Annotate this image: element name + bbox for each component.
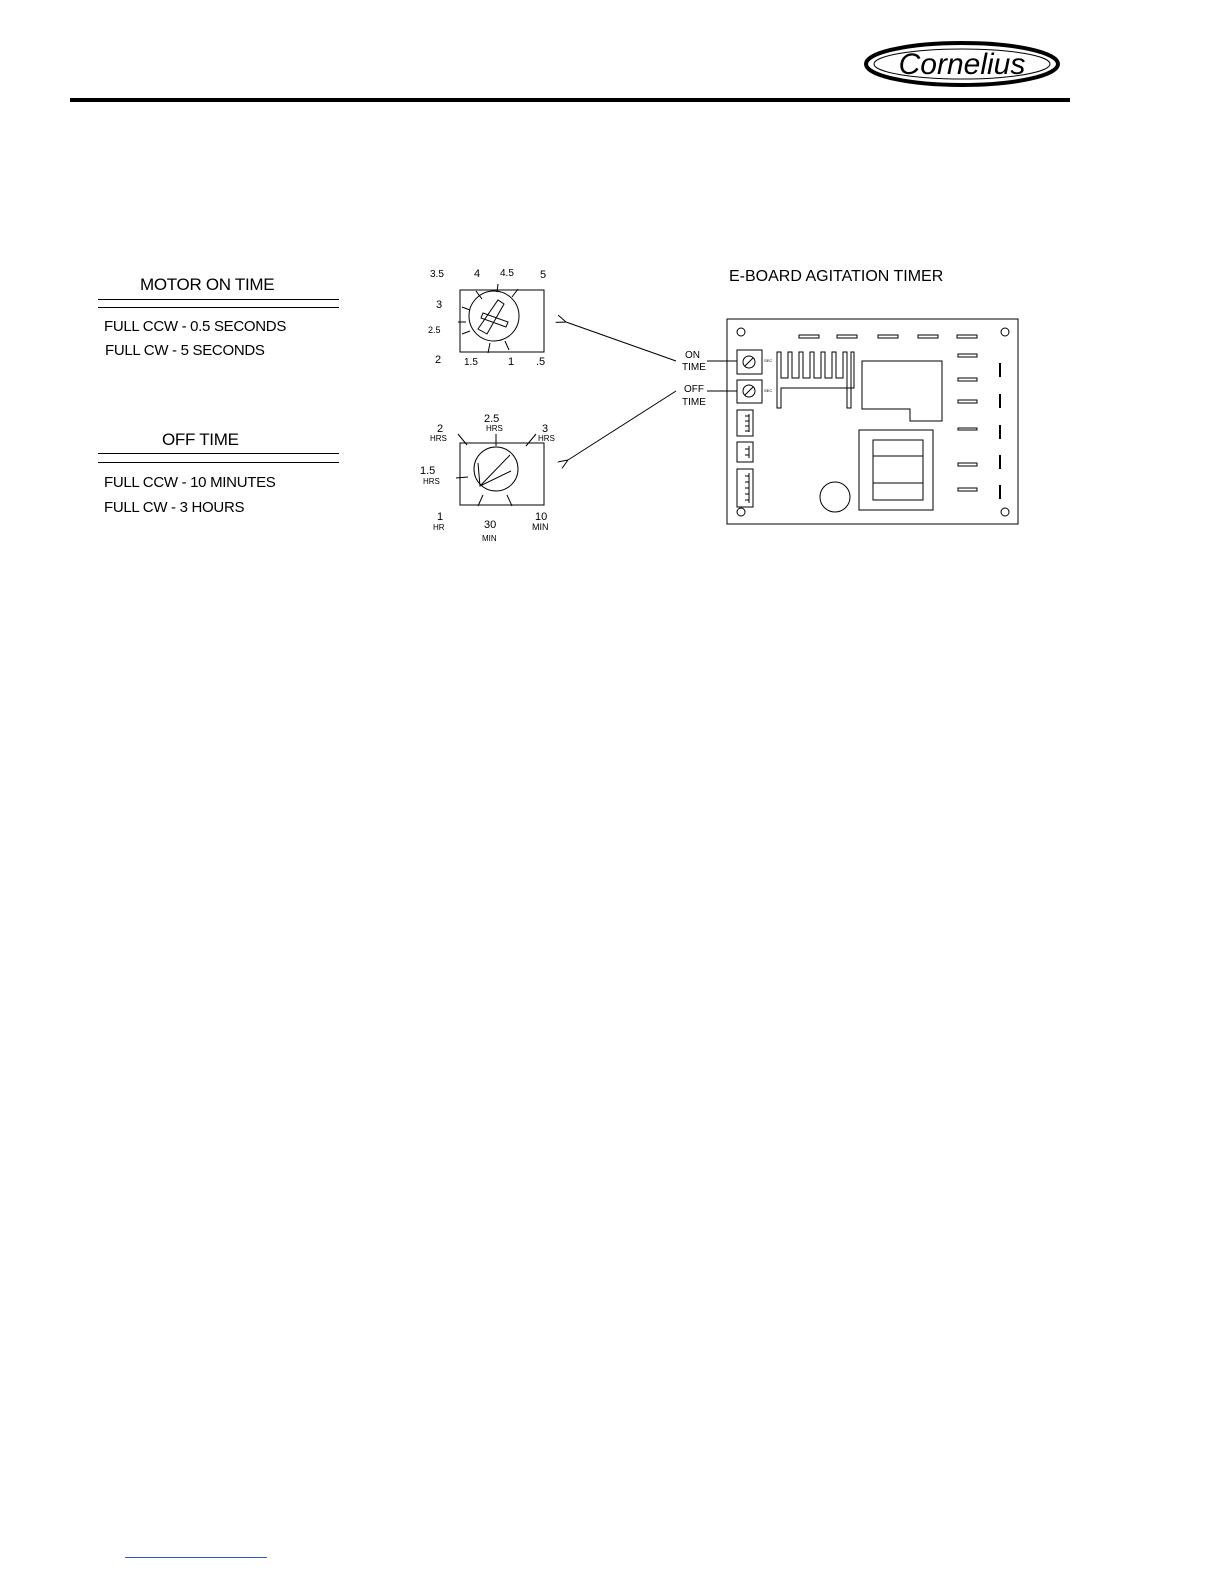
off-dial-label-3-hrs: HRS (538, 434, 555, 443)
off-dial-label-2-5-hrs: HRS (486, 424, 503, 433)
board-title: E-BOARD AGITATION TIMER (729, 268, 944, 285)
leader-arrows (566, 322, 676, 460)
on-dial-label-3-5: 3.5 (430, 269, 444, 280)
on-dial-label-3: 3 (436, 299, 443, 311)
off-dial-label-1-5-hrs: HRS (423, 477, 440, 486)
off-dial-label-3: 3 (542, 423, 549, 435)
off-time-ccw-line: FULL CCW - 10 MINUTES (104, 474, 276, 491)
off-time-label-line1: OFF (684, 384, 704, 395)
off-dial-label-2: 2 (437, 423, 444, 435)
e-board (727, 319, 1018, 524)
on-dial-label-4-5: 4.5 (500, 268, 514, 279)
svg-text:SEC: SEC (764, 358, 773, 363)
off-dial-label-2-hrs: HRS (430, 434, 447, 443)
off-dial-label-10-min: MIN (532, 522, 549, 532)
on-time-dial (428, 268, 546, 368)
svg-text:Cornelius: Cornelius (898, 48, 1026, 81)
motor-on-ccw-line: FULL CCW - 0.5 SECONDS (104, 318, 287, 335)
on-dial-label-2-5: 2.5 (428, 325, 441, 335)
off-dial-knob-icon (478, 455, 511, 486)
on-dial-label-2: 2 (435, 354, 442, 366)
on-dial-label-1: 1 (508, 356, 515, 368)
motor-on-time-title: MOTOR ON TIME (140, 275, 275, 294)
svg-text:SEC: SEC (764, 388, 773, 393)
off-dial-label-1-5: 1.5 (420, 465, 436, 477)
on-dial-label-4: 4 (474, 268, 481, 280)
on-dial-label-5: 5 (540, 269, 547, 281)
off-time-dial (420, 413, 555, 543)
motor-on-cw-line: FULL CW - 5 SECONDS (105, 342, 265, 359)
off-time-cw-line: FULL CW - 3 HOURS (104, 499, 245, 516)
off-dial-label-2-5: 2.5 (484, 413, 500, 425)
off-dial-label-30-min: MIN (482, 534, 497, 543)
on-time-label-line2: TIME (682, 362, 706, 373)
on-time-label-line1: ON (685, 350, 700, 361)
footer-link-underline[interactable] (125, 1557, 267, 1558)
on-dial-knob-icon (478, 300, 508, 334)
off-time-title: OFF TIME (162, 430, 239, 449)
off-dial-label-10: 10 (535, 511, 548, 523)
on-dial-label-0-5: .5 (536, 356, 546, 368)
off-time-label-line2: TIME (682, 397, 706, 408)
off-dial-label-1: 1 (437, 511, 444, 523)
on-dial-ticks (458, 284, 518, 353)
on-dial-label-1-5: 1.5 (464, 357, 478, 368)
off-dial-label-1-hr: HR (433, 523, 445, 532)
off-dial-label-30: 30 (484, 519, 497, 531)
